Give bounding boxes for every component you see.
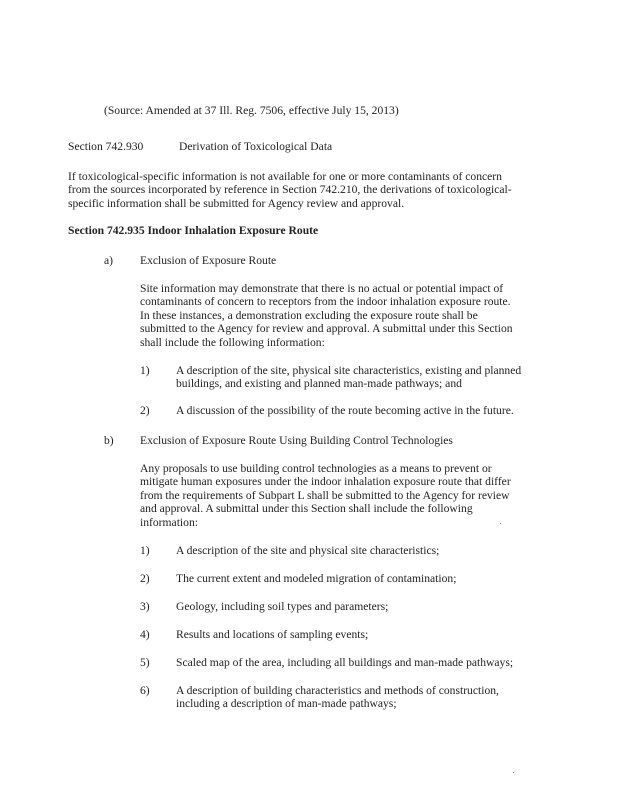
subsection-a-body (140, 282, 600, 349)
item-line: A description of the site, physical site characteristics, existing and planned (176, 364, 522, 377)
body-line: from the requirements of Subpart L shall be submitted to the Agency for review (140, 488, 510, 502)
item-a1-text (176, 364, 606, 391)
subsection-b-label: b) (104, 434, 114, 447)
section-930-body (68, 170, 608, 210)
item-a2-number: 2) (140, 404, 150, 417)
body-line: information: (140, 515, 198, 529)
body-line: and approval. A submittal under this Section shall include the following (140, 502, 473, 516)
item-line: including a description of man-made pathways; (176, 697, 397, 711)
body-line: In these instances, a demonstration excluding the exposure route shall be (140, 308, 478, 322)
body-line: If toxicological-specific information is not available for one or more contaminants of concern (68, 170, 502, 183)
body-line: submitted to the Agency for review and approval. A submittal under this Section (140, 322, 513, 336)
body-line: shall include the following information: (140, 335, 325, 349)
subsection-b-title: Exclusion of Exposure Route Using Building Control Technologies (140, 434, 453, 447)
item-b4-text: Results and locations of sampling events; (176, 628, 369, 641)
body-line: specific information shall be submitted for Agency review and approval. (68, 196, 405, 210)
item-b5-text: Scaled map of the area, including all buildings and man-made pathways; (176, 656, 514, 669)
item-b2-number: 2) (140, 572, 150, 585)
subsection-a-title: Exclusion of Exposure Route (140, 254, 277, 267)
item-b1-number: 1) (140, 544, 150, 557)
item-b3-number: 3) (140, 600, 150, 613)
item-line: A description of building characteristics and methods of construction, (176, 684, 499, 697)
item-line: buildings, and existing and planned man-made pathways; and (176, 377, 462, 391)
item-b3-text: Geology, including soil types and parameters; (176, 600, 389, 613)
item-b4-number: 4) (140, 628, 150, 641)
item-b6-number: 6) (140, 684, 150, 697)
section-930-number: Section 742.930 (68, 140, 144, 153)
item-b1-text: A description of the site and physical site characteristics; (176, 544, 440, 557)
subsection-a-label: a) (104, 254, 114, 267)
body-line: from the sources incorporated by reference in Section 742.210, the derivations of toxicological- (68, 183, 512, 197)
scan-speck (513, 772, 514, 773)
source-note: (Source: Amended at 37 Ill. Reg. 7506, effective July 15, 2013) (104, 104, 399, 117)
body-line: Any proposals to use building control technologies as a means to prevent or (140, 462, 492, 475)
body-line: contaminants of concern to receptors from the indoor inhalation exposure route. (140, 295, 511, 309)
item-a1-number: 1) (140, 364, 150, 377)
section-930-title: Derivation of Toxicological Data (179, 140, 333, 153)
item-b5-number: 5) (140, 656, 150, 669)
item-a2-text (176, 404, 606, 417)
subsection-b-body (140, 462, 600, 529)
scan-speck (500, 523, 501, 524)
item-line: A discussion of the possibility of the route becoming active in the future. (176, 404, 514, 417)
section-935-heading: Section 742.935 Indoor Inhalation Exposure Route (68, 224, 319, 237)
item-b2-text: The current extent and modeled migration of contamination; (176, 572, 457, 585)
body-line: Site information may demonstrate that there is no actual or potential impact of (140, 282, 504, 295)
body-line: mitigate human exposures under the indoor inhalation exposure route that differ (140, 475, 511, 489)
item-b6-text (176, 684, 606, 711)
